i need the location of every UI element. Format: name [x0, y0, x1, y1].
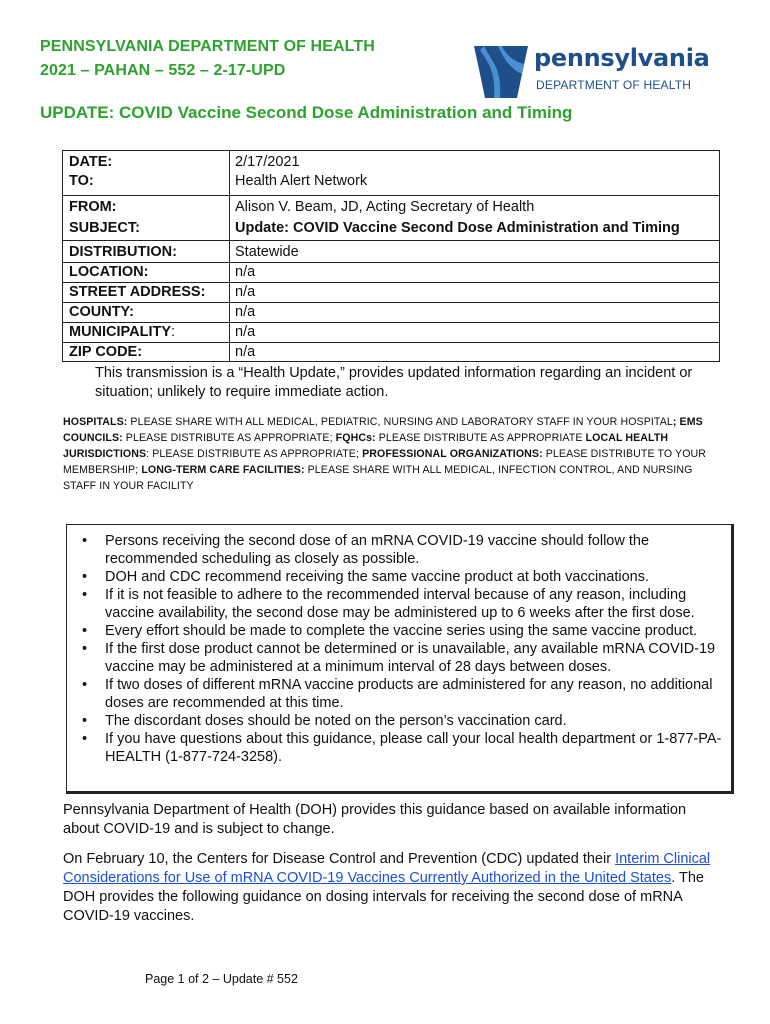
department-heading: PENNSYLVANIA DEPARTMENT OF HEALTH	[40, 38, 375, 55]
logo-wordmark: pennsylvania	[534, 44, 710, 72]
municipality-value: n/a	[235, 324, 256, 340]
location-value: n/a	[235, 264, 256, 280]
date-label: DATE:	[69, 154, 113, 170]
alert-metadata-table	[62, 150, 720, 362]
guidance-disclaimer: Pennsylvania Department of Health (DOH) provides this guidance based on available information about COVID-19 and is subject to change.	[63, 802, 687, 837]
cdc-guidance-link[interactable]: Interim Clinical Considerations for Use of mRNA COVID-19 Vaccines Currently Authorized in the United States	[63, 851, 711, 886]
recipients-notice: HOSPITALS: PLEASE SHARE WITH ALL MEDICAL, PEDIATRIC, NURSING AND LABORATORY STAFF IN YOUR HOSPITAL; EMS COUNCILS: PLEASE DISTRIBUTE AS APPROPRIATE; FQHCs: PLEASE DISTRIBUTE AS APPROPRIATE LOCAL HEALTH JURISDICTIONS: PLEASE DISTRIBUTE AS APPROPRIATE; PROFESSIONAL ORGANIZATIONS: PLEASE DISTRIBUTE TO YOUR MEMBERSHIP; LONG-TERM CARE FACILITIES: PLEASE SHARE WITH ALL MEDICAL, INFECTION CONTROL, AND NURSING STAFF IN YOUR FACILITY	[63, 416, 707, 492]
transmission-note: This transmission is a “Health Update,” provides updated information regarding an incident or situation; unlikely to require immediate action.	[95, 365, 693, 400]
list-item: • If two doses of different mRNA vaccine products are administered for any reason, no additional doses are recommended at this time.	[82, 677, 713, 711]
from-value: Alison V. Beam, JD, Acting Secretary of Health	[235, 199, 535, 215]
list-item: • Persons receiving the second dose of an mRNA COVID-19 vaccine should follow the recommended scheduling as closely as possible.	[82, 533, 650, 567]
guidance-list	[67, 532, 731, 766]
cdc-update-paragraph: On February 10, the Centers for Disease Control and Prevention (CDC) updated their Interim Clinical Considerations for Use of mRNA COVID-19 Vaccines Currently Authorized in the United States. The DOH provides the following guidance on dosing intervals for receiving the second dose of mRNA COVID-19 vaccines.	[63, 851, 711, 924]
list-item: • If the first dose product cannot be determined or is unavailable, any available mRNA COVID-19 vaccine may be administered at a minimum interval of 28 days between doses.	[82, 641, 716, 675]
guidance-box	[66, 524, 734, 794]
zip-value: n/a	[235, 344, 256, 360]
subject-value: Update: COVID Vaccine Second Dose Administration and Timing	[235, 220, 680, 236]
street-value: n/a	[235, 284, 256, 300]
list-item: • If you have questions about this guidance, please call your local health department or 1-877-PA-HEALTH (1-877-724-3258).	[82, 731, 722, 765]
logo-subtitle: DEPARTMENT OF HEALTH	[536, 78, 692, 92]
county-label: COUNTY:	[69, 304, 134, 320]
from-label: FROM:	[69, 199, 117, 215]
page-footer: Page 1 of 2 – Update # 552	[145, 972, 298, 986]
pa-health-logo	[472, 40, 710, 102]
subject-label: SUBJECT:	[69, 220, 140, 236]
municipality-label: MUNICIPALITY:	[69, 324, 176, 340]
to-value: Health Alert Network	[235, 173, 368, 189]
to-label: TO:	[69, 173, 94, 189]
zip-label: ZIP CODE:	[69, 344, 143, 360]
street-label: STREET ADDRESS:	[69, 284, 206, 300]
distribution-value: Statewide	[235, 244, 299, 260]
list-item: • If it is not feasible to adhere to the recommended interval because of any reason, including vaccine availability, the second dose may be administered up to 6 weeks after the first dose.	[82, 587, 695, 621]
county-value: n/a	[235, 304, 256, 320]
page-title: UPDATE: COVID Vaccine Second Dose Administration and Timing	[40, 103, 573, 122]
distribution-label: DISTRIBUTION:	[69, 244, 177, 260]
list-item: • The discordant doses should be noted on the person’s vaccination card.	[82, 713, 567, 729]
list-item: • DOH and CDC recommend receiving the same vaccine product at both vaccinations.	[82, 569, 650, 585]
date-value: 2/17/2021	[235, 154, 300, 170]
alert-id-heading: 2021 – PAHAN – 552 – 2-17-UPD	[40, 62, 286, 79]
location-label: LOCATION:	[69, 264, 149, 280]
keystone-icon	[472, 40, 530, 102]
list-item: • Every effort should be made to complete the vaccine series using the same vaccine product.	[82, 623, 698, 639]
